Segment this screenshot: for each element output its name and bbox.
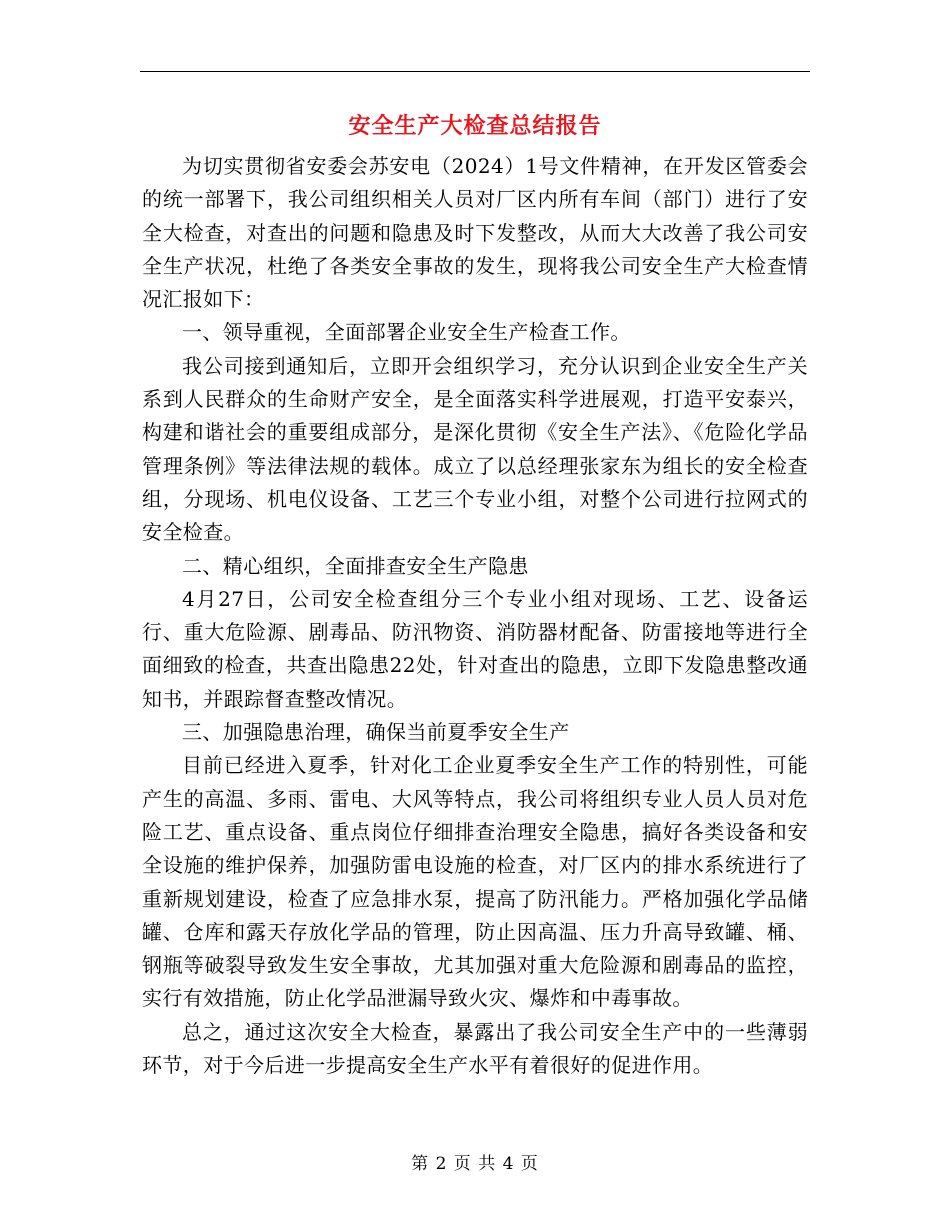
section-heading-2: 二、精心组织，全面排查安全生产隐患: [182, 553, 529, 578]
paragraph-section-1: 我公司接到通知后，立即开会组织学习，充分认识到企业安全生产关系到人民群众的生命财产安全，是全面落实科学进展观，打造平安泰兴，构建和谐社会的重要组成部分，是深化贯彻《安全生产法》、《危险化学品管理条例》等法律法规的载体。成立了以总经理张家东为组长的安全检查组，分现场、机电仪设备、工艺三个专业小组，对整个公司进行拉网式的安全检查。: [142, 353, 808, 545]
paragraph-intro: 为切实贯彻省安委会苏安电（2024）1号文件精神，在开发区管委会的统一部署下，我公司组织相关人员对厂区内所有车间（部门）进行了安全大检查，对查出的问题和隐患及时下发整改，从而大大改善了我公司安全生产状况，杜绝了各类安全事故的发生，现将我公司安全生产大检查情况汇报如下：: [142, 154, 808, 312]
paragraph-section-2: 4月27日，公司安全检查组分三个专业小组对现场、工艺、设备运行、重大危险源、剧毒品、防汛物资、消防器材配备、防雷接地等进行全面细致的检查，共查出隐患22处，针对查出的隐患，立即下发隐患整改通知书，并跟踪督查整改情况。: [142, 586, 808, 711]
page-number-label: 第 2 页 共 4 页: [411, 1154, 539, 1174]
document-title: 安全生产大检查总结报告: [348, 113, 602, 139]
header-rule: [140, 71, 810, 72]
section-heading-3: 三、加强隐患治理，确保当前夏季安全生产: [182, 720, 570, 745]
paragraph-section-3: 目前已经进入夏季，针对化工企业夏季安全生产工作的特别性，可能产生的高温、多雨、雷电、大风等特点，我公司将组织专业人员人员对危险工艺、重点设备、重点岗位仔细排查治理安全隐患，搞好各类设备和安全设施的维护保养，加强防雷电设施的检查，对厂区内的排水系统进行了重新规划建设，检查了应急排水泵，提高了防汛能力。严格加强化学品储罐、仓库和露天存放化学品的管理，防止因高温、压力升高导致罐、桶、钢瓶等破裂导致发生安全事故，尤其加强对重大危险源和剧毒品的监控，实行有效措施，防止化学品泄漏导致火灾、爆炸和中毒事故。: [142, 753, 808, 1011]
document-body: [142, 150, 808, 1082]
page-footer: [0, 1152, 950, 1176]
paragraph-conclusion: 总之，通过这次安全大检查，暴露出了我公司安全生产中的一些薄弱环节，对于今后进一步提高安全生产水平有着很好的促进作用。: [142, 1019, 808, 1078]
section-heading-1: 一、领导重视，全面部署企业安全生产检查工作。: [182, 320, 631, 345]
